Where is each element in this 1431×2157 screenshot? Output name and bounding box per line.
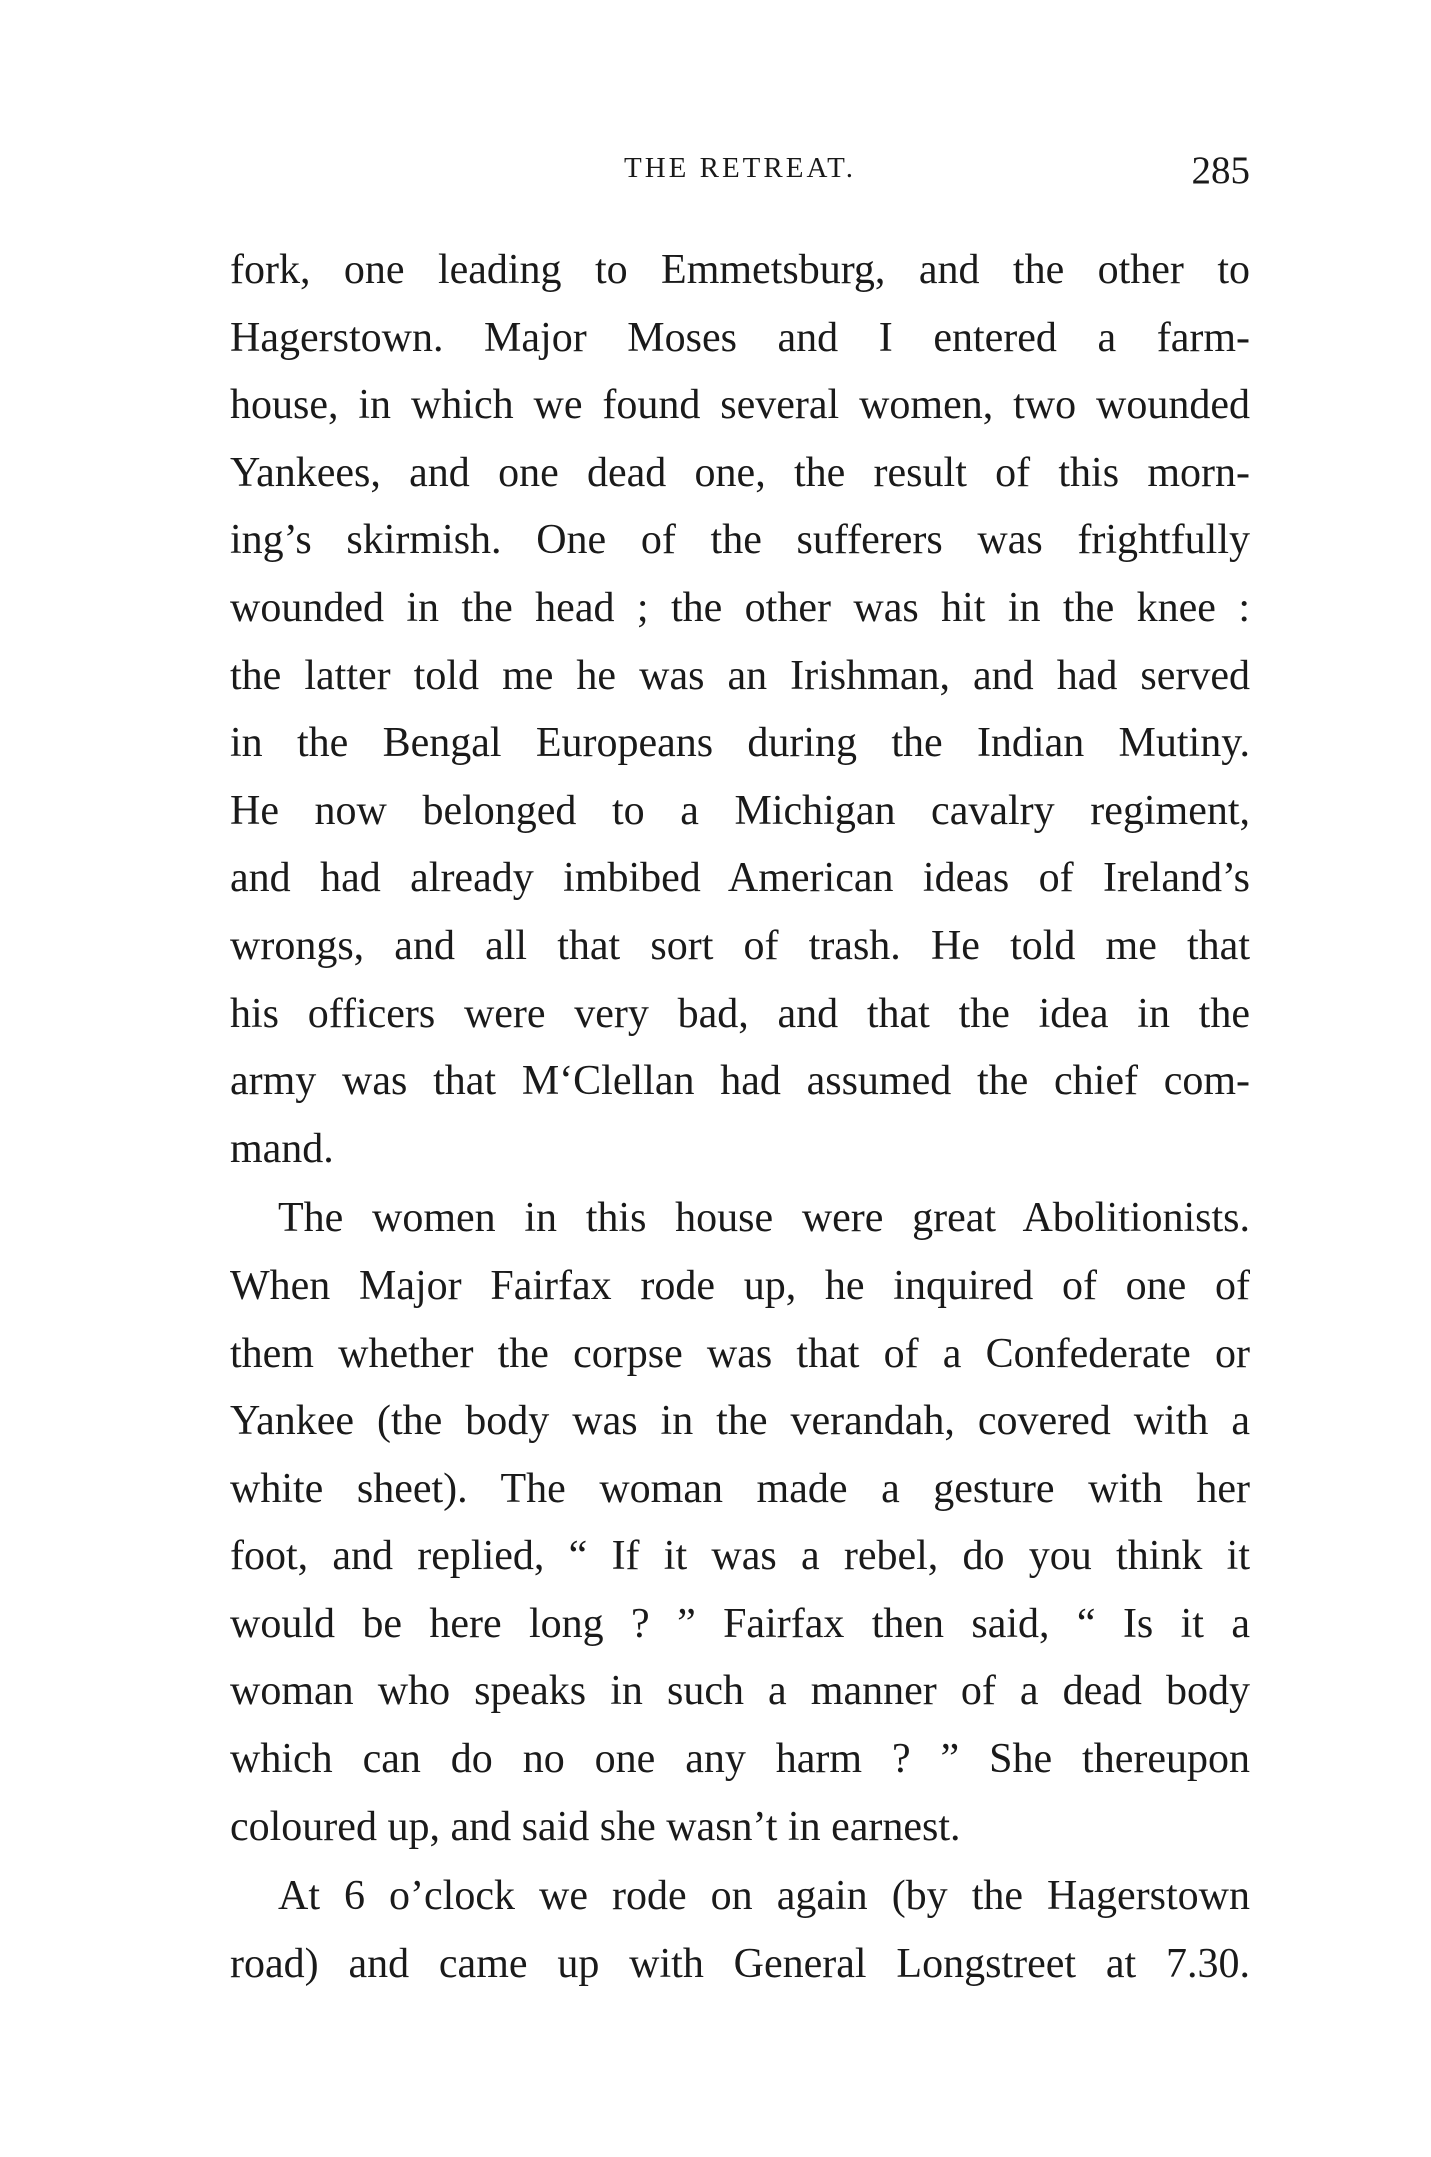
paragraph-1 bbox=[230, 237, 1250, 1183]
text-line: The women in this house were great Abolitionists. bbox=[278, 1195, 1250, 1242]
text-line: house, in which we found several women, two wounded bbox=[230, 382, 1250, 429]
text-line: would be here long ? ” Fairfax then said, “ Is it a bbox=[230, 1600, 1250, 1647]
text-line: Hagerstown. Major Moses and I entered a farm- bbox=[230, 314, 1250, 361]
text-line: and had already imbibed American ideas of Ireland’s bbox=[230, 855, 1250, 902]
text-line: Yankee (the body was in the verandah, covered with a bbox=[230, 1398, 1250, 1445]
text-line: which can do no one any harm ? ” She thereupon bbox=[230, 1736, 1250, 1783]
page-header bbox=[230, 148, 1250, 198]
text-line: ing’s skirmish. One of the sufferers was frightfully bbox=[230, 517, 1250, 564]
text-line: He now belonged to a Michigan cavalry regiment, bbox=[230, 787, 1250, 834]
text-line: army was that M‘Clellan had assumed the chief com- bbox=[230, 1058, 1250, 1105]
text-line: road) and came up with General Longstreet at 7.30. bbox=[230, 1940, 1250, 1987]
paragraph-3 bbox=[230, 1863, 1250, 1998]
body-text bbox=[230, 237, 1250, 1998]
text-line: coloured up, and said she wasn’t in earnest. bbox=[230, 1803, 961, 1850]
text-line: white sheet). The woman made a gesture with her bbox=[230, 1465, 1250, 1512]
text-line: mand. bbox=[230, 1125, 334, 1172]
text-line: fork, one leading to Emmetsburg, and the other to bbox=[230, 247, 1250, 293]
text-line: in the Bengal Europeans during the Indian Mutiny. bbox=[230, 720, 1250, 767]
text-line: Yankees, and one dead one, the result of this morn- bbox=[230, 449, 1250, 496]
text-line: wrongs, and all that sort of trash. He told me that bbox=[230, 922, 1250, 969]
text-line: the latter told me he was an Irishman, and had served bbox=[230, 652, 1250, 699]
text-line: them whether the corpse was that of a Confederate or bbox=[230, 1330, 1250, 1377]
text-line: At 6 o’clock we rode on again (by the Hagerstown bbox=[278, 1873, 1250, 1920]
text-line: woman who speaks in such a manner of a dead body bbox=[230, 1668, 1250, 1715]
text-line: When Major Fairfax rode up, he inquired of one of bbox=[230, 1262, 1250, 1309]
running-title: THE RETREAT. bbox=[624, 152, 856, 184]
text-line: wounded in the head ; the other was hit in the knee : bbox=[230, 584, 1250, 631]
paragraph-2 bbox=[230, 1185, 1250, 1861]
page-number: 285 bbox=[1191, 149, 1250, 192]
text-line: his officers were very bad, and that the idea in the bbox=[230, 990, 1250, 1037]
text-line: foot, and replied, “ If it was a rebel, do you think it bbox=[230, 1533, 1250, 1580]
